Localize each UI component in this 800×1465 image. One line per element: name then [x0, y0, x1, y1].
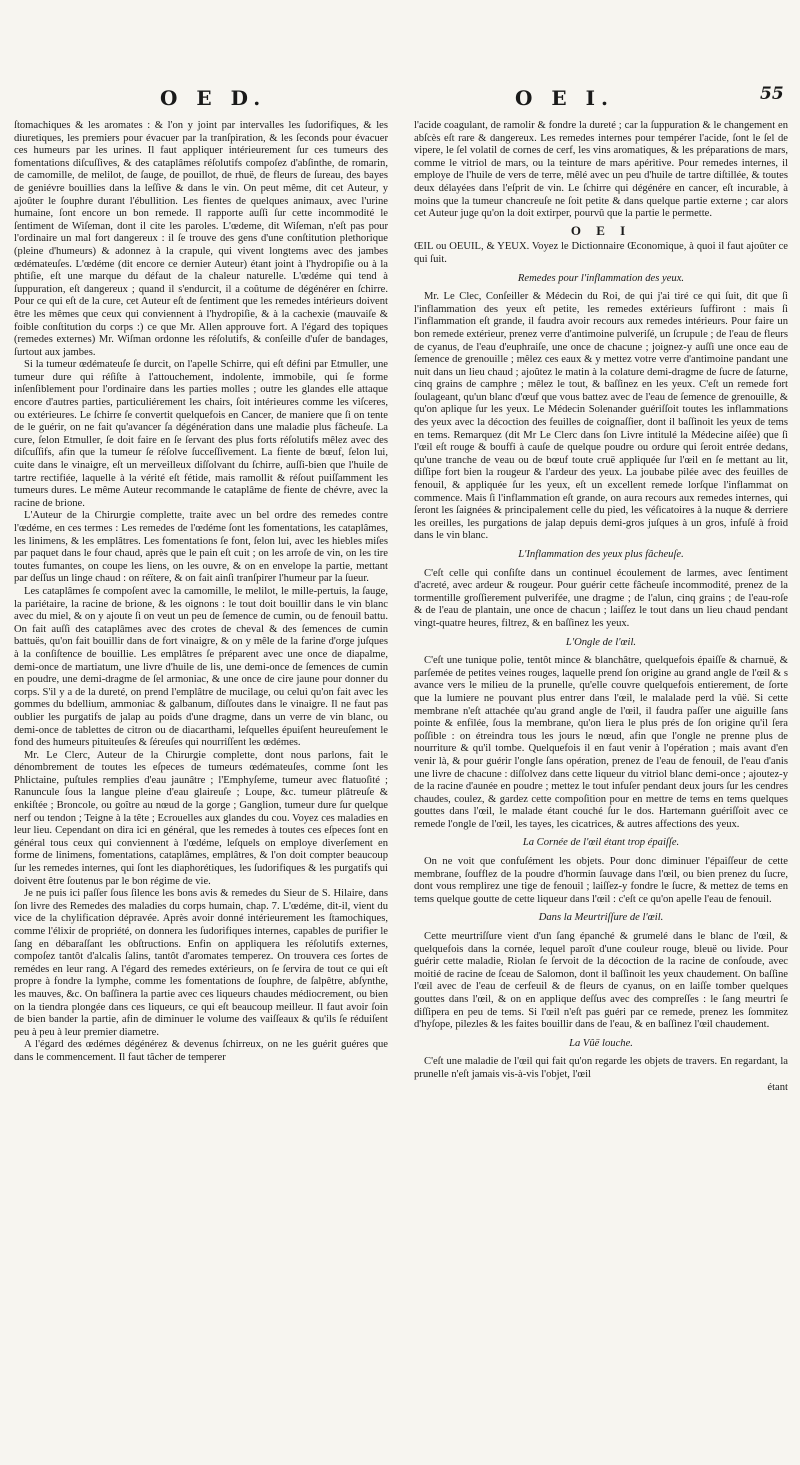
paragraph: C'eſt celle qui conſiſte dans un continuel écoulement de larmes, avec ſentiment d'acreté, avec ardeur & rougeur. Pour guérir cette fâcheuſe incommodité, prenez de la tormentille groſſierement pulverifée, une dragme ; de l'alun, cinq grains ; de l'eau-roſe & de l'eau de plantain, une once de chacun ; laiſſez le tout dans un lieu chaud pendant vingt-quatre heures, filtrez, & en baſſinez les yeux. — [414, 567, 788, 629]
header-right: O E I. — [515, 86, 614, 110]
paragraph: L'Auteur de la Chirurgie complette, traite avec un bel ordre des remedes contre l'œdéme, en ces termes : Les remedes de l'œdéme ſont les fomentations, les cataplâmes, les linimens, & les emplâtres. Les fomentations ſe font, ſelon lui, avec les hiebles miſes par paquet dans le four chaud, après que le pain eſt cuit ; on les arroſe de vin, on les tire toutes fumantes, on coupe les liens, on les ouvre, & on en envelope la partie, mettant par deſſus un linge chaud : on réïtere, & on fait ainſi tranſpirer l'humeur par la ſueur. — [14, 510, 388, 585]
subheading: L'Ongle de l'œil. — [565, 636, 637, 648]
paragraph: Je ne puis ici paſſer ſous ſilence les bons avis & remedes du Sieur de S. Hilaire, dans ſon livre des Remedes des maladies du corps humain, chap. 7. L'œdéme, dit-il, vient du vice de la chylification dépravée. Après avoir donné intérieurement les ſtamochiques, comme l'élixir de propriété, on donnera les ſudorifiques internes, capables de purifier le ſang en débaraſſant les obſtructions. Enfin on appliquera les réſolutifs externes, compoſez tantôt d'alcalis ſalins, tantôt d'aromates temperez. On trouvera ces ſortes de remédes en leur rang. A l'égard des remedes extérieurs, on ſe ſervira de tout ce qui eſt propre à fondre la lymphe, comme les fomentations de ſouphre, de ſalpêtre, abſynthe, les mauves, &c. On baſſinera la partie avec ces liqueurs chaudes médiocrement, ou bien on la tiendra plongée dans ces liqueurs, ce qui eſt beaucoup meilleur. Il faut avoir ſoin de bien bander la partie, afin de diminuer le volume des vaiſſeaux & qu'ils ſe réduiſent peu à peu à leur premier diametre. — [14, 888, 388, 1038]
paragraph: Les cataplâmes ſe compoſent avec la camomille, le melilot, le mille-pertuis, la ſauge, la pariétaire, la racine de brione, & les oignons : le tout doit bouillir dans le vin blanc avec du miel, & on y ajoute ſi on veut un peu de ſemence de cumin, ou de fenouil battu. On fait auſſi des cataplâmes avec des crotes de cheval & des ſemences de cumin battuës, qu'on fait bouillir dans de fort vinaigre, & on y mêle de la farine d'orge juſques à la conſiſtence de bouillie. Les emplâtres ſe préparent avec une once de diapalme, demi-once de martiatum, une livre d'huile de lis, une demi-once de ſemences de cumin en poudre, une demi-dragme de ſel armoniac, & une once de cire jaune pour donner du corps. S'il y a de la dureté, on prend l'emplâtre de mucilage, ou celui qu'on fait avec les gommes du bdellium, ammoniac & galbanum, diſſoutes dans le vinaigre. Il ne faut pas oublier les purgatifs de jalap au poids d'une dragme, dans un verre de vin blanc, ou demi-once de tablettes de citron ou de diacarthami, leſquelles épuiſent heureuſement le fond des humeurs pituiteuſes & ſéreuſes qui nourriſſent les œdémes. — [14, 585, 388, 749]
subheading: La Cornée de l'œil étant trop épaiſſe. — [522, 837, 680, 849]
paragraph: Mr. Le Clec, Conſeiller & Médecin du Roi, de qui j'ai tiré ce qui ſuit, dit que ſi l'inflammation des yeux eſt petite, les remedes extérieurs ſuffiront : mais ſi l'inflammation eſt grande, il faudra avoir recours aux remedes intérieurs. Pour faire un bon remede extérieur, prenez verre d'antimoine pulveriſé, un ſcrupule ; de l'eau de fleurs de cyanus, de l'eau d'euphraiſe, une once de chacune ; joignez-y auſſi une once eau de ſemence de grenouille ; mêlez ces eaux & y mettez votre verre d'antimoine pandant une nuit dans un lieu chaud ; ajoûtez le matin à la colature demi-dragme de ſucre de ſaturne, cinq grains de camphre ; mêlez le tout, & baſſinez en les yeux. C'eſt un remede fort ſoulageant, qu'un blanc d'œuf que vous battez avec de l'eau de ſemence de grenouille, & qu'on aplique ſur les yeux. Le Médecin Solenander guériſſoit toutes les inflammations des yeux avec la décoction des feuilles de coignaſſier, dont il baſſinoit les yeux de tems en tems. Remarquez (dit Mr Le Clerc dans ſon Livre intitulé la Médecine aiſée) que ſi l'œil eſt rouge & bouffi à cauſe de quelque poudre ou ordure qui ſeroit entrée dedans, qu'une tranche de veau ou de bœuf toute cruë appliquée ſur l'œil en ſe mettant au lit, diſſipe fort bien la rougeur & l'ardeur des yeux. La joubabe pilée avec des feuilles de fenouil, & appliquée ſur les yeux, eſt un excellent remede lorſque l'inflammat on commence. Mais ſi l'inflammation eſt grande, on aura recours aux remedes internes, qui ſeront les ſaignées & principalement celle du pied, les véſicatoires à la nuque & derriere les oreilles, les purgations de jalap depuis demi-gros juſques à un gros, infuſé à froid dans le vin blanc. — [414, 291, 788, 542]
subheading: L'Inflammation des yeux plus fâcheuſe. — [518, 549, 684, 560]
paragraph: Mr. Le Clerc, Auteur de la Chirurgie complette, dont nous parlons, fait le dénombrement de toutes les eſpeces de tumeurs œdémateuſes, comme ſont les Phlictaine, puſtules remplies d'eau jaunâtre ; l'Emphyſeme, tumeur avec flatuoſité ; Ranuncule ſous la langue pleine d'eau glaireuſe ; Loupe, &c. tumeur plâtreuſe & enkiſtée ; Broncole, ou goître au nœud de la gorge ; Ganglion, tumeur dure ſur quelque nerf ou tendon ; Teigne à la tête ; Ecrouelles aux glandes du cou. Voyez ces maladies en leur lieu. Cependant on dira ici en général, que les remedes à toutes ces eſpeces ſont en général tous ceux qui conviennent à l'œdéme, leſquels on employe diverſement en forme de linimens, fomentations, cataplâmes, emplâtres, & l'on doit compter beaucoup ſur les remedes internes, qui ſont les diaphorétiques, les ſudorifiques & les purgatifs qui doivent être ſoutenus par le bon régime de vie. — [14, 749, 388, 887]
left-column — [14, 120, 388, 1065]
header-left: O E D. — [160, 86, 267, 110]
entry-oeil: ŒIL ou OEUIL, & YEUX. Voyez le Dictionnaire Œconomique, à quoi il faut ajoûter ce qui ſuit. — [414, 241, 788, 265]
paragraph: On ne voit que confuſément les objets. Pour donc diminuer l'épaiſſeur de cette membrane, ſoufflez de la poudre d'hormin ſauvage dans l'œil, ou bien prenez du ſucre, dont vous remplirez une tige de fenouil ; laiſſez-y fondre le ſucre, & mettez de tems en tems quelque goutte de cette liqueur dans l'œil : c'eſt ce qu'on apelle l'eau de fenouil. — [414, 856, 788, 905]
subheading: Dans la Meurtriſſure de l'œil. — [538, 912, 664, 924]
paragraph: l'acide coagulant, de ramolir & fondre la dureté ; car la ſuppuration & le changement en abſcès eſt rare & dangereux. Les remedes internes pour tempérer l'acide, ſont le ſel de vipere, le ſel volatil de cornes de cerf, les vins aromatiques, & les préparations de mars, comme le vitriol de mars, ou la teinture de mars apéritive. Pour remedes internes, il employe de l'huile de vers de terre, mêlé avec un peu d'huile de tartre diſtillée, & toutes deux délayées dans l'eſprit de vin. Le ſchirre qui dégénére en cancer, eſt incurable, à moins que la tumeur chancreuſe ne ſoit petite & dans quelque partie externe ; car alors cet Auteur juge qu'on la doit extirper, pourvû que la partie le permette. — [414, 120, 788, 220]
catchword: étant — [767, 1081, 788, 1093]
paragraph: Cette meurtriſſure vient d'un ſang épanché & grumelé dans le blanc de l'œil, & quelquefois dans la cornée, lequel paroît d'une couleur rouge, bleuë ou livide. Pour guérir cette maladie, Riolan ſe ſervoit de la décoction de la racine de conſoude, avec moitié de racine de ſceau de Salomon, dont il baſſinoit les yeux chaudement. On baſſine l'œil avec de l'eau de cerfeuil & de fleurs de cyanus, on en laiſſe tomber quelques gouttes dans l'œil, & on en applique deſſus avec des compreſſes : le ſang meurtri ſe diſſipera en peu de tems. Si l'œil n'eſt pas guéri par ce remede, prenez les ſommitez d'hyſope, pilezles & les faites bouillir dans de l'eau, & en baſſinez l'œil chaudement. — [414, 931, 788, 1031]
paragraph: C'eſt une tunique polie, tentôt mince & blanchâtre, quelquefois épaiſſe & charnuë, & parſemée de petites veines rouges, laquelle prend ſon origine au grand angle de l'œil & s avance vers le milieu de la prunelle, qu'elle couvre quelquefois entierement, de ſorte que la lumiere ne pouvant plus entrer dans l'œil, le malalade perd la vûë. Si cette membrane n'eſt attachée qu'au grand angle de l'œil, il faudra paſſer une aiguille ſans pointe & enfilée, ſous la membrane, qu'on liera le plus prés de ſon origine qu'il ſera poſſible : on étreindra tous les jours le nœud, afin que l'ongle ne prenne plus de nourriture & qu'il tombe. Quelquefois il en faut venir à l'opération ; mais avant d'en venir là, & pour guérir l'ongle ſans opération, prenez de l'eau de fenouil, de l'eau d'anis une livre de chacune : diſſolvez dans cette liqueur du vitriol blanc demi-once ; ajoutez-y de la racine d'aunée en poudre ; mettez le tout infuſer pendant deux jours ſur les cendres chaudes, coulez, & gardez cette compoſition pour en mettre de tems en tems quelques gouttes dans l'œil, le malade étant couché ſur le dos. Hartemann guériſſoit avec ce remede l'ongle de l'œil, les tayes, les cicatrices, & autres affections des yeux. — [414, 655, 788, 830]
subheading: Remedes pour l'inflammation des yeux. — [517, 272, 685, 284]
paragraph: Si la tumeur œdémateuſe ſe durcit, on l'apelle Schirre, qui eſt défini par Etmuller, une tumeur dure qui réſiſte à l'attouchement, indolente, immobile, qui ſe forme inſenſiblement pour l'ordinaire dans les parties molles ; outre les glandes elle attaque encore d'autres parties, particuliérement les chairs, ſoit intérieures comme les viſceres, ou extérieures. Le ſchirre ſe convertit quelquefois en Cancer, de maniere que ſi on tente de le guérir, on ne fait qu'avancer ſa dégénération dans une maladie plus fâcheuſe. La cure, ſelon Etmuller, ſe doit faire en ſe ſervant des plus forts réſolutifs mêlez avec des diſcuſſifs, afin que la tumeur ſe réſolve ſucceſſivement. La fiente de bœuf, ſelon lui, cuite dans le vinaigre, eſt un merveilleux diſſolvant du ſchirre, auſſi-bien que l'huile de tartre rectifiée, laquelle à la vérité eſt fétide, mais ramollit & réſout puiſſamment les tumeurs dures. Le même Auteur recommande le cataplâme de fiente de chévre, avec la racine de brione. — [14, 359, 388, 509]
paragraph: ſtomachiques & les aromates : & l'on y joint par intervalles les ſudorifiques, & les diuretiques, les premiers pour évacuer par la tranſpiration, & les ſeconds pour évacuer ces humeurs par les urines. Il faut appliquer intérieurement ſur ces tumeurs des fomentations diſcuſſives, & des cataplâmes réſolutifs compoſez d'abſinthe, de romarin, de camomille, de melilot, de ſauge, de pouillot, de rhuë, de fleurs de ſureau, des bayes de geniévre bouillies dans la leſſive & dans le vin. On peut même, dit cet Auteur, y ajoûter le ſouphre durant l'ébullition. Les fientes de quelques animaux, avec l'urine humaine, ſont encore un bon remede. Il rapporte auſſi ſur cette incommodité le ſentiment de Wiſeman, dont il cite les paroles. L'œdeme, dit Wiſeman, n'eſt pas pour l'ordinaire un mal fort dangereux : il ſe trouve des gens d'une conſtitution plethorique (pleine d'humeurs) & adonnez à la crapule, qui vivent longtems avec des jambes œdémateuſes. L'œdéme (dit encore ce dernier Auteur) étant joint à l'hydropiſie ou à la phtiſie, eſt une marque du défaut de la chaleur naturelle. L'œdéme qui tend à ſuppuration, eſt dangereux ; quand il s'endurcit, il a coûtume de dégénérer en ſchirre. Pour ce qui eſt de la cure, cet Auteur eſt de ſentiment que les remedes intérieurs doivent être les mêmes que ceux qui conviennent à l'hydropiſie, & à la cachexie (mauvaiſe & foible conſtitution du corps :) ce que Mr. Allen approuve fort. A l'égard des topiques (remedes externes) Mr. Wiſman ordonne les réſolutifs, & conſeille d'uſer de bandages, ſurtout aux jambes. — [14, 120, 388, 358]
paragraph: C'eſt une maladie de l'œil qui fait qu'on regarde les objets de travers. En regardant, la prunelle n'eſt jamais vis-à-vis l'objet, l'œil — [414, 1056, 788, 1080]
subheading: La Vûë louche. — [569, 1037, 633, 1049]
page-number: 55 — [760, 84, 784, 104]
right-column — [414, 120, 788, 1094]
paragraph: A l'égard des œdémes dégénérez & devenus ſchirreux, on ne les guérit guéres que dans le commencement. Il faut tâcher de temperer — [14, 1039, 388, 1063]
section-heading: O E I — [570, 222, 632, 238]
